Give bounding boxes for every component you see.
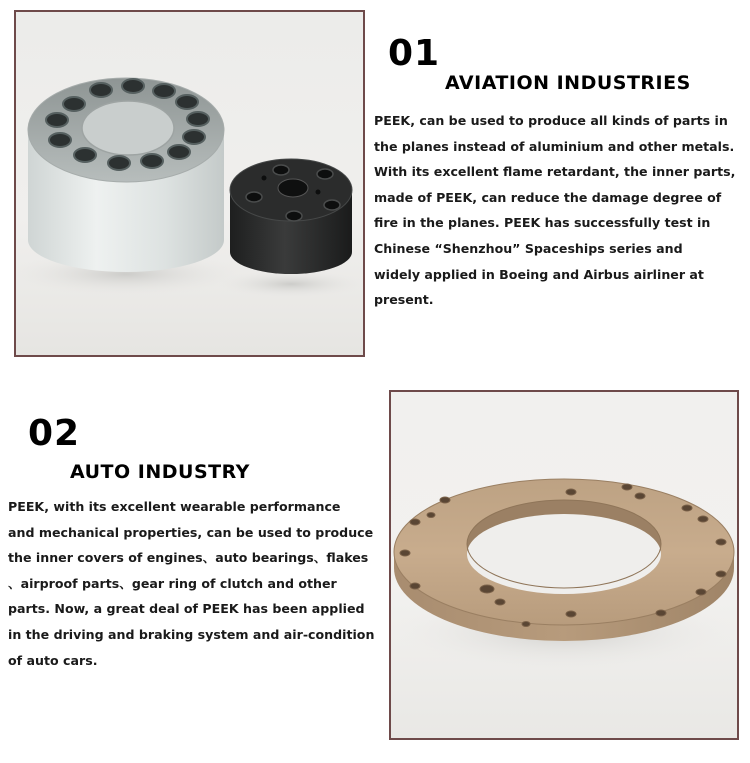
auto-description xyxy=(8,494,374,673)
text-line: 、airproof parts、gear ring of clutch and other xyxy=(8,575,337,591)
black-peek-cylinder xyxy=(230,159,352,274)
section-title-aviation: AVIATION INDUSTRIES xyxy=(445,72,691,94)
section-number-01: 01 xyxy=(388,33,441,74)
section-title-auto: AUTO INDUSTRY xyxy=(70,461,250,483)
text-line: widely applied in Boeing and Airbus airliner at xyxy=(374,266,704,282)
text-line: made of PEEK, can reduce the damage degree of xyxy=(374,189,722,205)
text-line: fire in the planes. PEEK has successfully test in xyxy=(374,215,711,231)
text-line: the inner covers of engines、auto bearings、flakes xyxy=(8,550,369,566)
section-number-02: 02 xyxy=(28,413,81,454)
text-line: present. xyxy=(374,292,434,308)
aviation-parts-illustration xyxy=(16,12,363,355)
text-line: PEEK, with its excellent wearable performance xyxy=(8,499,341,514)
text-line: parts. Now, a great deal of PEEK has been applied xyxy=(8,601,365,617)
peek-flange-illustration xyxy=(391,392,737,738)
text-line: of auto cars. xyxy=(8,652,98,668)
text-line: the planes instead of aluminium and other metals. xyxy=(374,138,735,154)
text-line: in the driving and braking system and air-condition xyxy=(8,626,375,642)
auto-parts-image xyxy=(389,390,739,740)
text-line: and mechanical properties, can be used to produce xyxy=(8,524,374,540)
text-line: With its excellent flame retardant, the inner parts, xyxy=(374,164,736,180)
aviation-description xyxy=(374,108,735,313)
aviation-parts-image xyxy=(14,10,365,357)
text-line: PEEK, can be used to produce all kinds of parts in xyxy=(374,113,728,128)
text-line: Chinese “Shenzhou” Spaceships series and xyxy=(374,240,683,256)
light-peek-cylinder xyxy=(28,78,224,272)
